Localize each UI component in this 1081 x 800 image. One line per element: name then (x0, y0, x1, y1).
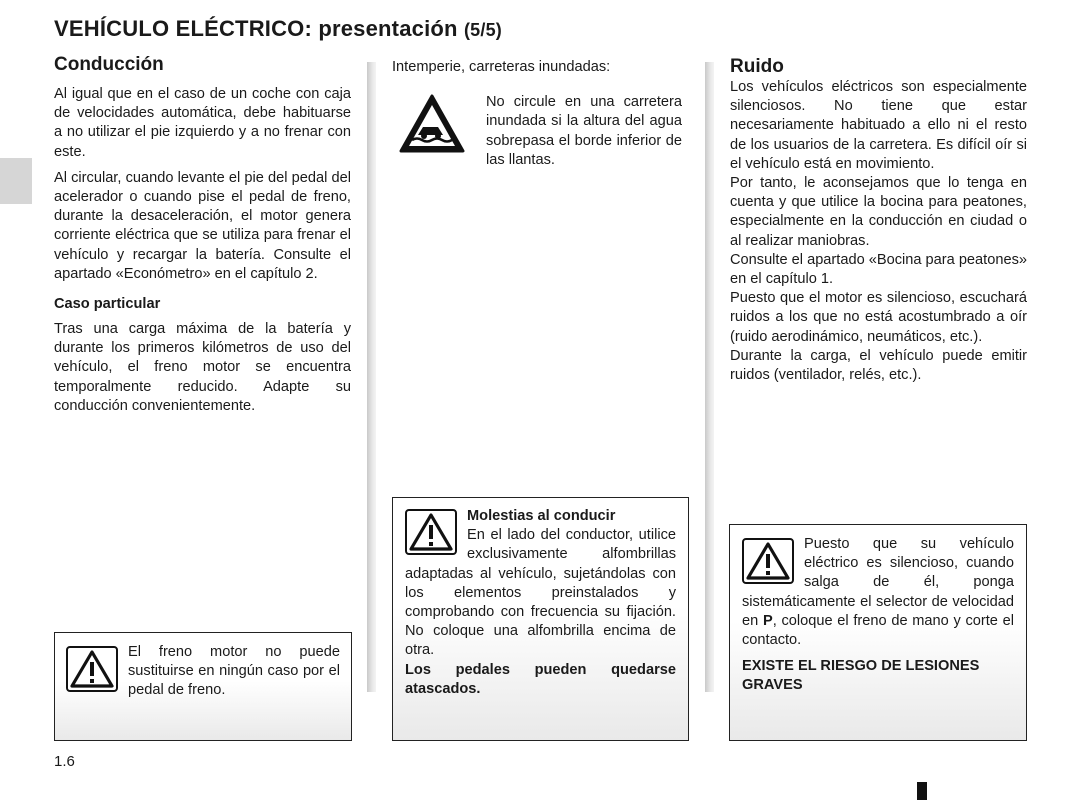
column-conduccion (54, 54, 351, 416)
column-separator-1 (367, 62, 376, 692)
warning-text-before: Puesto que su vehículo eléctrico es silencioso, cuando salga de él, ponga sistemáticamente el selector de velocidad en (742, 536, 1014, 629)
page-number: 1.6 (54, 753, 75, 770)
page-title (54, 16, 502, 42)
ruido-paragraph-2: Por tanto, le aconsejamos que lo tenga en cuenta y que utilice la bocina para peatones, especialmente en la conducción en ciudad o al realizar maniobras. (730, 175, 1027, 249)
flood-note (392, 93, 682, 170)
column-intemperie (392, 58, 682, 170)
conduccion-paragraph-2: Al circular, cuando levante el pie del pedal del acelerador o cuando pise el pedal de freno, durante la desaceleración, el motor genera corriente eléctrica que se utiliza para frenar el vehículo y recargar la batería. Consulte el apartado «Económetro» en el capítulo 2. (54, 169, 351, 282)
warning-text-after: , coloque el freno de mano y corte el contacto. (742, 612, 1014, 649)
warning-triangle-icon (66, 646, 118, 692)
warning-triangle-icon (405, 509, 457, 555)
warning-triangle-icon (742, 538, 794, 584)
page-part: (5/5) (463, 20, 502, 40)
page-title-text: VEHÍCULO ELÉCTRICO: presentación (54, 16, 458, 41)
warning-risk-text: EXISTE EL RIESGO DE LESIONES GRAVES (742, 658, 980, 694)
conduccion-paragraph-1: Al igual que en el caso de un coche con caja de velocidades automática, debe habituarse a no utilizar el pie izquierdo y a no frenar con este. (54, 86, 351, 160)
column-ruido (730, 56, 1027, 385)
crop-mark (917, 782, 927, 800)
warning-text-molestias: En el lado del conductor, utilice exclusivamente alfombrillas adaptadas al vehículo, sujetándolas con los elementos preinstalados y comprobando con frecuencia su fijación. No coloque una alfombrilla encima de otra. (405, 527, 676, 659)
conduccion-paragraph-3: Tras una carga máxima de la batería y durante los primeros kilómetros de uso del vehículo, el freno motor se encuentra temporalmente reducido. Adapte su conducción convenientemente. (54, 321, 351, 414)
flooded-road-icon (398, 93, 466, 155)
chapter-tab (0, 158, 32, 204)
subheading-caso-particular: Caso particular (54, 296, 161, 313)
section-heading-conduccion: Conducción (54, 54, 164, 75)
intemperie-intro: Intemperie, carreteras inundadas: (392, 59, 611, 75)
warning-title-molestias: Molestias al conducir (467, 508, 616, 524)
warning-text-freno-motor: El freno motor no puede sustituirse en ningún caso por el pedal de freno. (128, 644, 340, 699)
flood-note-text: No circule en una carretera inundada si la altura del agua sobrepasa el borde inferior de las llantas. (486, 94, 682, 168)
ruido-paragraph-3: Consulte el apartado «Bocina para peatones» en el capítulo 1. (730, 251, 1027, 288)
ruido-paragraph-1: Los vehículos eléctricos son especialmente silenciosos. No tiene que estar necesariamente habituado a ello ni el resto de los usuarios de la carretera. Es difícil oír si el vehículo está en movimiento. (730, 79, 1027, 172)
gear-position-p: P (762, 612, 773, 629)
column-separator-2 (705, 62, 714, 692)
warning-bold-molestias: Los pedales pueden quedarse atascados. (405, 661, 676, 697)
warning-box-molestias (392, 497, 689, 741)
ruido-paragraph-4: Puesto que el motor es silencioso, escuchará ruidos a los que no está acostumbrado a oír (ruido aerodinámico, neumáticos, etc.). (730, 290, 1027, 345)
ruido-paragraph-5: Durante la carga, el vehículo puede emitir ruidos (ventilador, relés, etc.). (730, 347, 1027, 384)
warning-box-freno-motor (54, 632, 352, 741)
section-heading-ruido: Ruido (730, 56, 784, 77)
warning-box-silencioso (729, 524, 1027, 741)
